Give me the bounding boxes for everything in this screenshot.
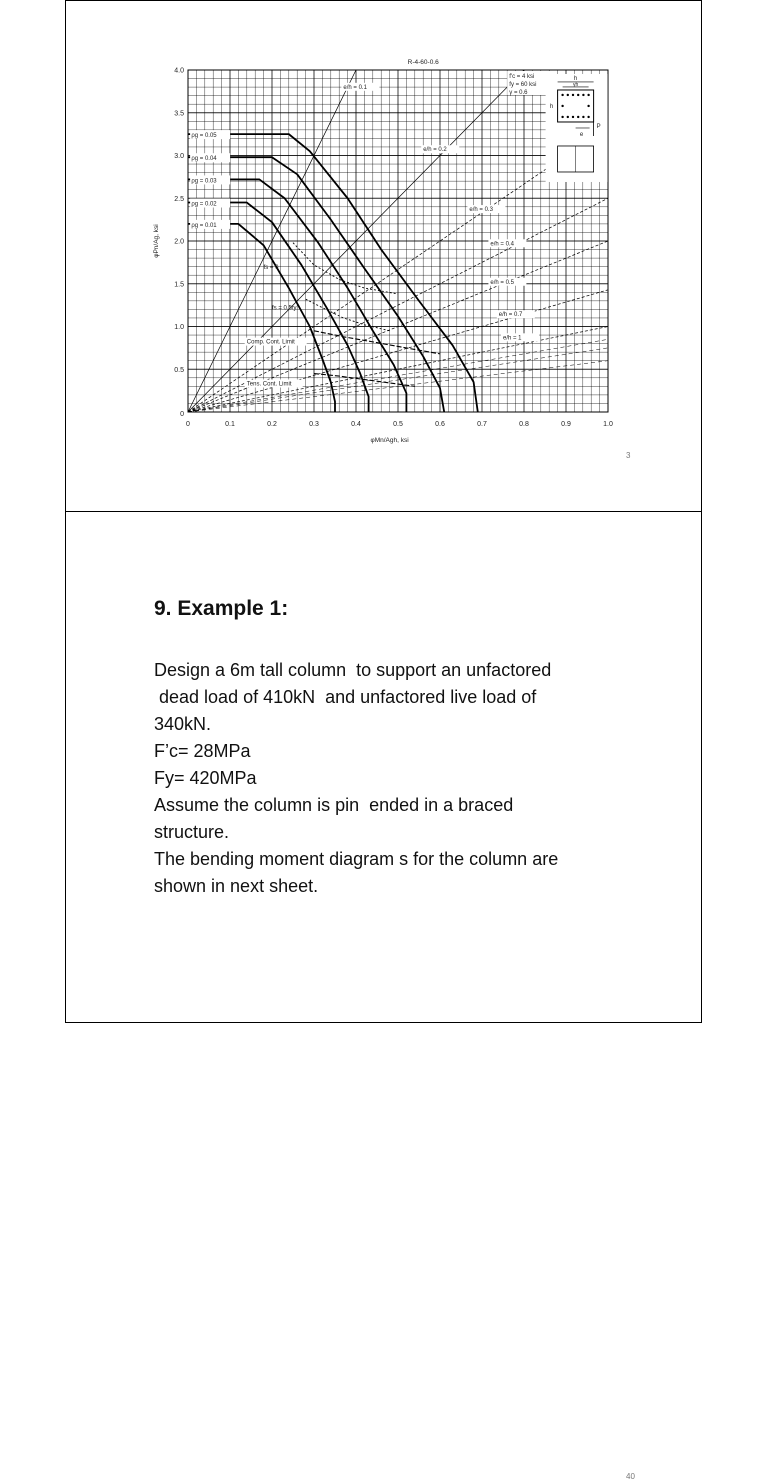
x-tick-label: 0.4 [351,421,361,428]
rho-label: ρg = 0.04 [191,156,217,163]
fs-label: fs = 0 [263,265,279,272]
comp-cont-limit-line [314,331,440,354]
y-tick-label: 4.0 [174,67,184,75]
tens-cont-limit-label: Tens. Cont. Limit [246,381,292,388]
eh-label: e/h = 0.3 [469,207,493,214]
chart-title: R-4-60-0.6 [407,59,439,66]
statement-line: dead load of 410kN and unfactored live load of [154,687,537,707]
x-tick-label: 1.0 [603,421,613,428]
eh-label: e/h = 0.2 [423,147,447,154]
rho-label: ρg = 0.05 [191,133,217,140]
eh-label: e/h = 0.7 [498,312,523,319]
y-axis-label: φPn/Ag, ksi [153,224,160,258]
rebar-dot [561,94,563,96]
rebar-dot [567,116,569,118]
inset-label-gamma-h: γh [572,81,579,88]
inset-label-h-side: h [549,103,554,110]
eh-label: e/h = 0.1 [343,84,367,91]
inset-label-h: h [573,75,578,82]
x-tick-label: 0.2 [267,421,277,428]
statement-line: shown in next sheet. [154,876,319,896]
x-tick-label: 0.8 [519,421,529,428]
grid [188,70,608,412]
y-tick-label: 3.0 [174,153,184,160]
x-tick-label: 0.1 [225,421,235,428]
y-tick-label: 1.5 [174,281,184,289]
rebar-dot [567,94,569,96]
fs-label: fs = 0.5fy [272,305,297,312]
x-tick-label: 0.6 [435,421,445,428]
x-tick-label: 0.7 [477,421,487,428]
rho-label: ρg = 0.01 [191,222,217,229]
x-axis-label: φMn/Agh, ksi [370,437,409,444]
y-tick-label: 0.5 [174,366,184,374]
legend-text: f'c = 4 ksi [509,74,535,80]
legend-text: fy = 60 ksi [509,82,537,88]
inset-label-p: P [596,123,601,130]
rebar-dot [587,105,589,107]
eh-label: e/h = 0.5 [490,279,514,286]
rebar-dot [587,116,589,118]
comp-cont-limit-label: Comp. Cont. Limit [246,339,295,346]
rebar-dot [561,105,563,107]
x-tick-label: 0 [186,421,190,428]
legend-text: γ = 0.6 [509,90,528,96]
statement-line: Fy= 420MPa [154,768,257,788]
rebar-dot [561,116,563,118]
inset-label-e: e [579,131,584,138]
statement-line: The bending moment diagram s for the column are [154,849,559,869]
x-tick-label: 0.3 [309,421,319,428]
eh-label: e/h = 1 [503,335,522,342]
y-tick-label: 2.5 [174,195,184,203]
rebar-dot [587,94,589,96]
rebar-dot [572,116,574,118]
example-heading: 9. Example 1: [154,597,289,620]
slide-top [65,0,702,512]
x-tick-label: 0.5 [393,421,403,428]
statement-line: 340kN. [154,714,212,734]
rebar-dot [572,94,574,96]
statement-line: Assume the column is pin ended in a braced [154,795,514,815]
interaction-diagram [66,1,701,511]
rebar-dot [577,94,579,96]
rho-label: ρg = 0.02 [191,201,217,208]
y-tick-label: 0 [180,411,184,418]
statement-line: structure. [154,822,230,842]
page-number-top: 3 [626,451,631,460]
interaction-curve [188,134,478,412]
statement-line: Design a 6m tall column to support an unfactored [154,660,552,680]
eh-label: e/h = 0.4 [490,241,514,248]
statement-line: F’c= 28MPa [154,741,251,761]
y-tick-label: 2.0 [174,238,184,246]
problem-statement [154,657,634,900]
y-tick-label: 1.0 [174,324,184,331]
rebar-dot [577,116,579,118]
rebar-dot [582,116,584,118]
y-tick-label: 3.5 [174,110,184,118]
rebar-dot [582,94,584,96]
rho-label: ρg = 0.03 [191,178,217,185]
x-tick-label: 0.9 [561,421,571,428]
page-number-bottom: 40 [626,1472,635,1481]
slide-bottom [65,511,702,1481]
